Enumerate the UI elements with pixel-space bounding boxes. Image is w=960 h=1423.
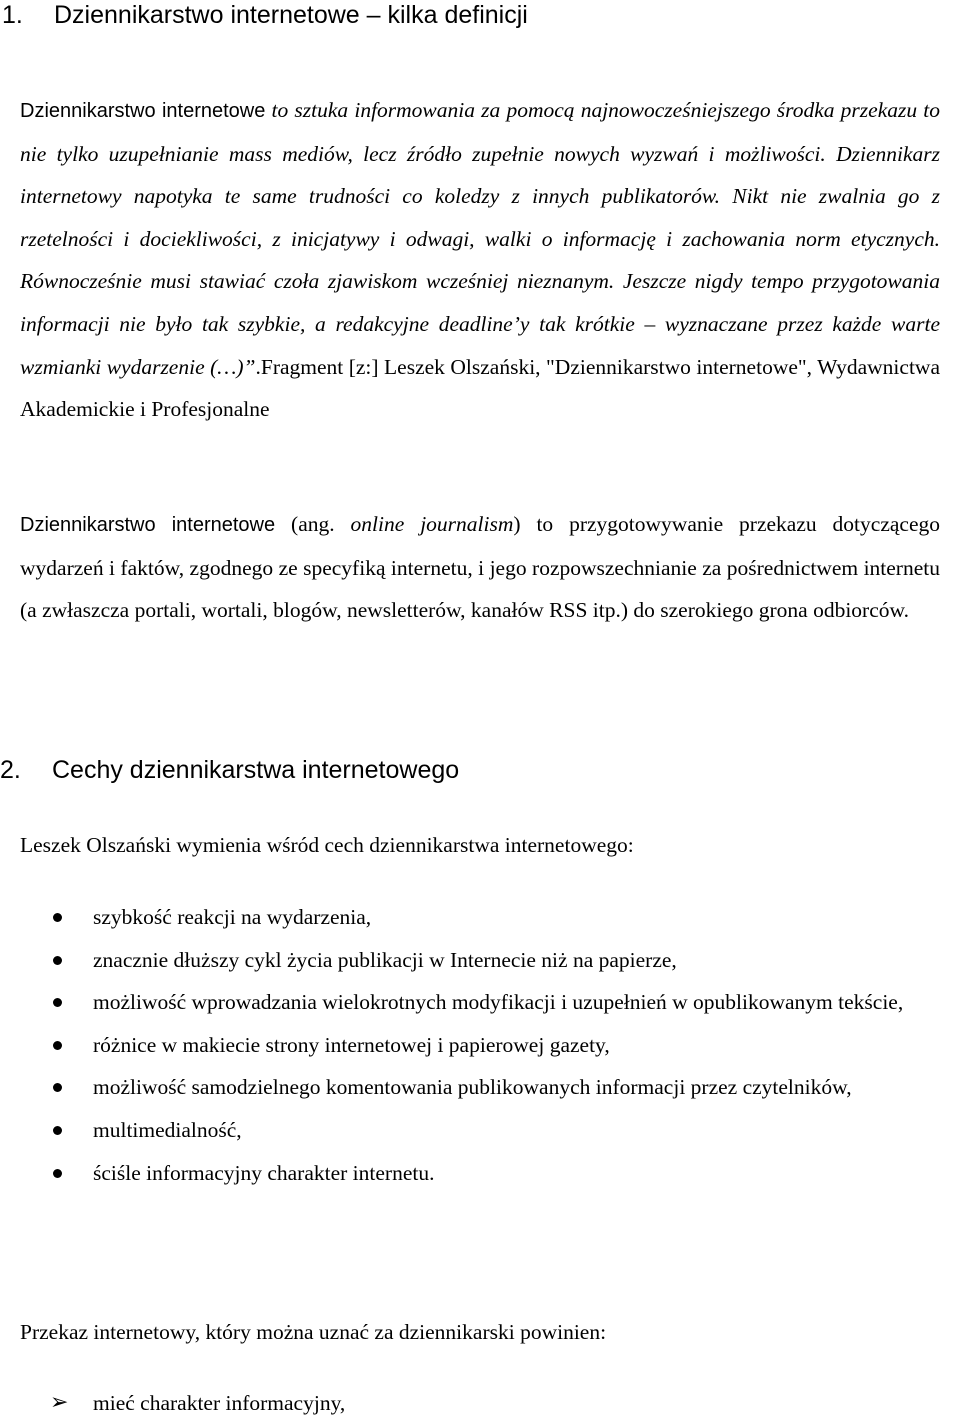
definition-pre: (ang. bbox=[275, 512, 351, 536]
bullet-dot-icon bbox=[53, 956, 62, 965]
list-item: szybkość reakcji na wydarzenia, bbox=[0, 896, 960, 939]
bullet-dot-icon bbox=[53, 1169, 62, 1178]
requirements-list bbox=[0, 1383, 960, 1423]
definition-source: .Fragment [z:] Leszek Olszański, "Dziennikarstwo internetowe", Wydawnictwa Akademickie i Profesjonalne bbox=[20, 354, 940, 422]
section-2-number: 2. bbox=[0, 756, 21, 784]
features-list bbox=[0, 896, 960, 1194]
section-1-heading bbox=[0, 0, 528, 30]
requirements-intro: Przekaz internetowy, który można uznać za dziennikarski powinien: bbox=[20, 1320, 607, 1344]
definition-foreign-term: online journalism bbox=[350, 512, 514, 536]
definition-term: Dziennikarstwo internetowe bbox=[20, 100, 266, 122]
list-item: multimedialność, bbox=[0, 1109, 960, 1152]
bullet-dot-icon bbox=[53, 1083, 62, 1092]
definition-body: ) to przygotowywanie przekazu dotyczącego wydarzeń i faktów, zgodnego ze specyfiką internetu, i jego rozpowszechnianie za pośrednictwem internetu (a zwłaszcza portali, wortali, blogów, newsletterów, kanałów RSS itp.) do szerokiego grona odbiorców. bbox=[20, 512, 940, 623]
definition-term-2: Dziennikarstwo internetowe bbox=[20, 514, 276, 536]
list-item: możliwość samodzielnego komentowania publikowanych informacji przez czytelników, bbox=[0, 1066, 960, 1109]
list-item: znacznie dłuższy cykl życia publikacji w Internecie niż na papierze, bbox=[0, 939, 960, 982]
bullet-dot-icon bbox=[53, 998, 62, 1007]
list-item: ➢ mieć charakter informacyjny, bbox=[0, 1383, 960, 1423]
bullet-dot-icon bbox=[53, 1126, 62, 1135]
list-item: ściśle informacyjny charakter internetu. bbox=[0, 1152, 960, 1195]
definition-paragraph-2 bbox=[20, 503, 940, 632]
section-2-heading bbox=[0, 755, 459, 785]
bullet-dot-icon bbox=[53, 1041, 62, 1050]
section-1-title: Dziennikarstwo internetowe – kilka definicji bbox=[54, 1, 528, 29]
list-item: różnice w makiecie strony internetowej i papierowej gazety, bbox=[0, 1024, 960, 1067]
features-intro: Leszek Olszański wymienia wśród cech dziennikarstwa internetowego: bbox=[20, 833, 634, 857]
definition-quote: to sztuka informowania za pomocą najnowocześniejszego środka przekazu to nie tylko uzupełnianie mass mediów, lecz źródło zupełnie nowych wyzwań i możliwości. Dziennikarz internetowy napotyka te same trudności co koledzy z innych publikatorów. Nikt nie zwalnia go z rzetelności i dociekliwości, z inicjatywy i odwagi, walki o informację i zachowania norm etycznych. Równocześnie musi stawiać czoła zjawiskom wcześniej nieznanym. Jeszcze nigdy tempo przygotowania informacji nie było tak szybkie, a redakcyjne deadline’y tak krótkie – wyznaczane przez każde warte wzmianki wydarzenie (…)” bbox=[20, 98, 940, 379]
definition-paragraph-1 bbox=[20, 89, 940, 431]
bullet-dot-icon bbox=[53, 913, 62, 922]
arrow-bullet-icon: ➢ bbox=[50, 1390, 69, 1415]
section-1-number: 1. bbox=[2, 1, 23, 29]
section-2-title: Cechy dziennikarstwa internetowego bbox=[52, 756, 460, 784]
list-item: możliwość wprowadzania wielokrotnych modyfikacji i uzupełnień w opublikowanym tekście, bbox=[0, 981, 960, 1024]
